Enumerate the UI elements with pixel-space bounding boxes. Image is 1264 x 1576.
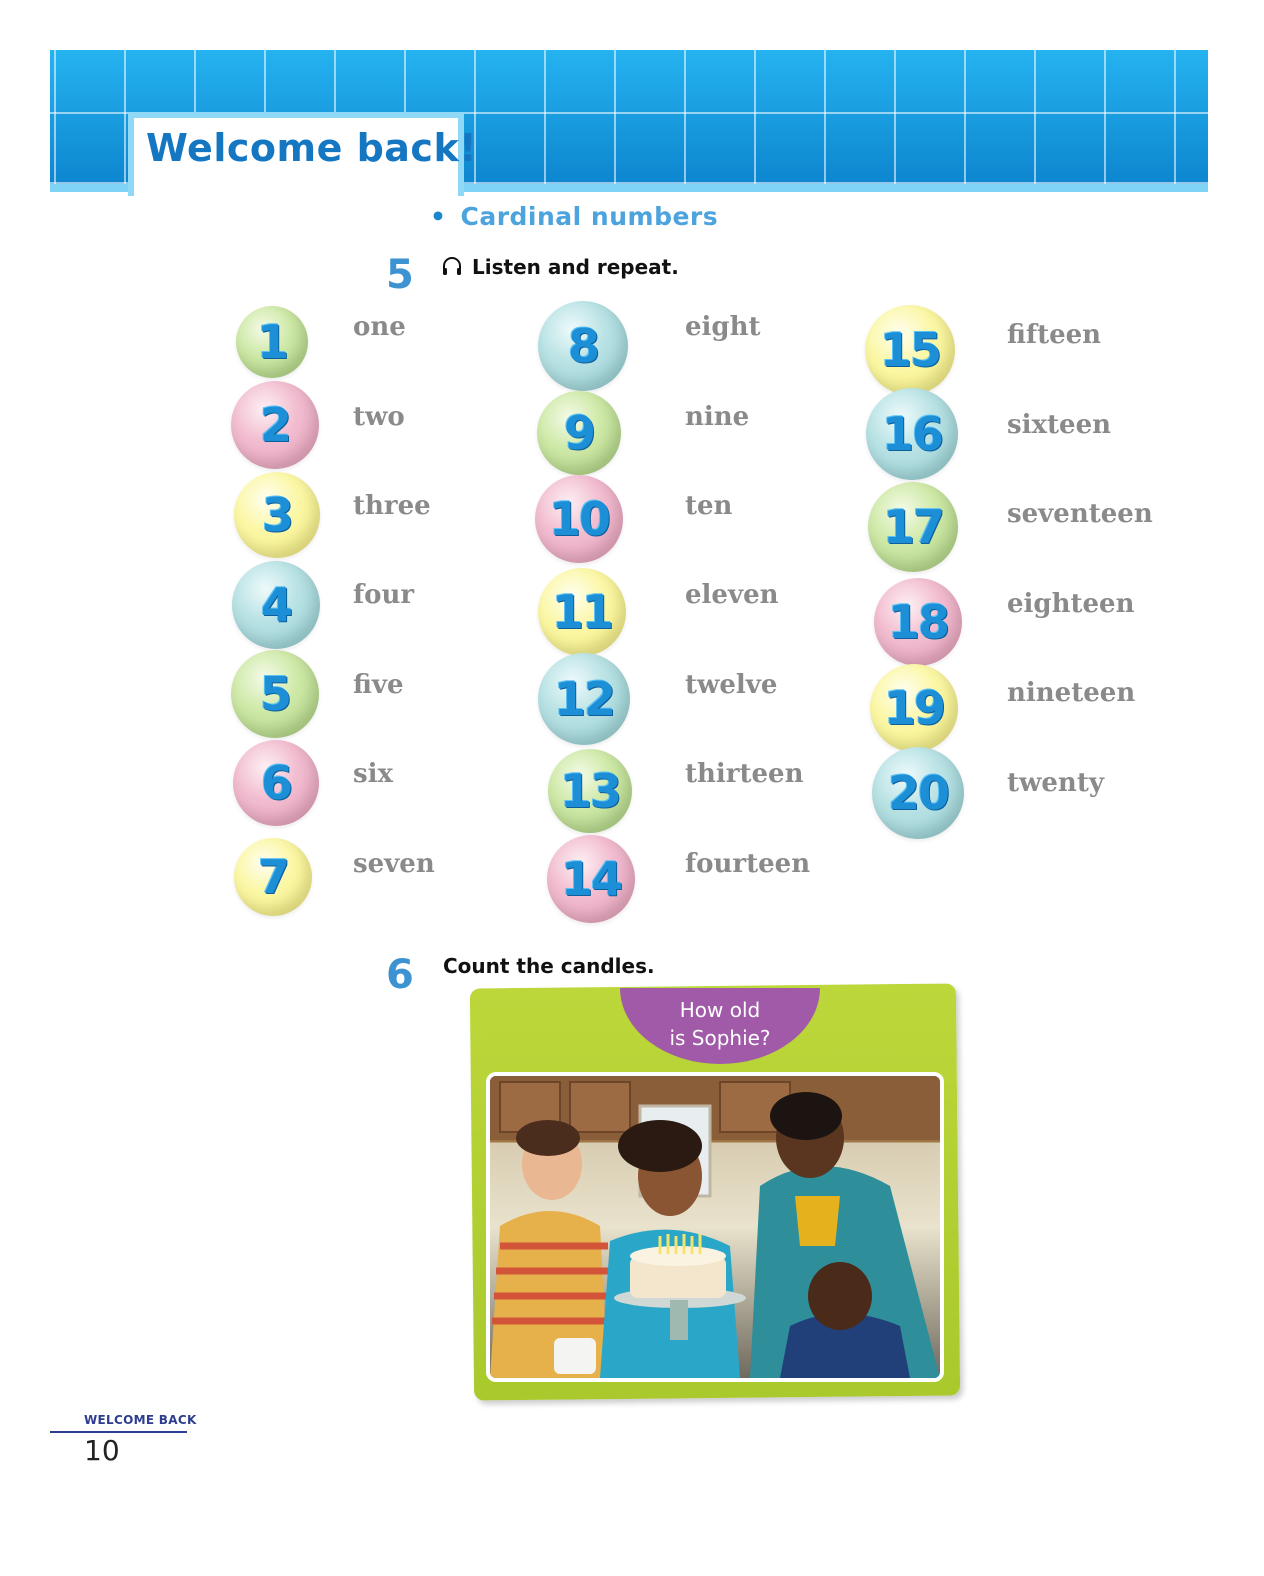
number-word-2: two	[353, 402, 405, 432]
question-line-2: is Sophie?	[669, 1026, 771, 1050]
number-ball-8: 8	[538, 301, 628, 391]
number-word-8: eight	[685, 312, 761, 342]
number-ball-12: 12	[538, 653, 630, 745]
birthday-scene-illustration	[490, 1076, 940, 1378]
number-word-5: five	[353, 670, 404, 700]
number-ball-16: 16	[866, 388, 958, 480]
birthday-photo	[486, 1072, 944, 1382]
section-heading-text: Cardinal numbers	[460, 202, 719, 231]
number-word-15: fifteen	[1007, 320, 1102, 350]
section-bullet: •	[430, 202, 447, 231]
number-ball-19: 19	[870, 664, 958, 752]
number-ball-11: 11	[538, 568, 626, 656]
number-word-20: twenty	[1007, 768, 1104, 798]
number-ball-20: 20	[872, 747, 964, 839]
number-word-12: twelve	[685, 670, 778, 700]
number-word-9: nine	[685, 402, 750, 432]
footer-section-label: WELCOME BACK	[84, 1413, 197, 1427]
number-word-17: seventeen	[1007, 499, 1153, 529]
number-word-10: ten	[685, 491, 733, 521]
instruction-text: Listen and repeat.	[472, 255, 679, 279]
number-ball-7: 7	[234, 838, 312, 916]
number-ball-3: 3	[234, 472, 320, 558]
number-word-16: sixteen	[1007, 410, 1112, 440]
number-ball-6: 6	[233, 740, 319, 826]
exercise-5-number: 5	[386, 252, 414, 298]
question-line-1: How old	[679, 998, 761, 1022]
number-ball-2: 2	[231, 381, 319, 469]
number-word-18: eighteen	[1007, 589, 1135, 619]
page-title: Welcome back!	[146, 126, 478, 170]
number-word-14: fourteen	[685, 849, 811, 879]
section-heading	[430, 202, 718, 231]
number-word-11: eleven	[685, 580, 779, 610]
number-ball-4: 4	[232, 561, 320, 649]
number-ball-9: 9	[537, 391, 621, 475]
number-ball-18: 18	[874, 578, 962, 666]
number-ball-10: 10	[535, 475, 623, 563]
number-ball-17: 17	[868, 482, 958, 572]
number-word-3: three	[353, 491, 431, 521]
number-word-1: one	[353, 312, 406, 342]
footer-divider	[50, 1431, 187, 1433]
number-word-19: nineteen	[1007, 678, 1136, 708]
number-word-6: six	[353, 759, 394, 789]
number-ball-1: 1	[236, 306, 308, 378]
page-number: 10	[84, 1434, 120, 1467]
number-ball-15: 15	[865, 305, 955, 395]
exercise-6-instruction: Count the candles.	[443, 954, 655, 978]
number-ball-5: 5	[231, 650, 319, 738]
number-word-7: seven	[353, 849, 435, 879]
number-word-13: thirteen	[685, 759, 804, 789]
number-ball-13: 13	[548, 749, 632, 833]
number-word-4: four	[353, 580, 415, 610]
exercise-5-instruction	[440, 254, 679, 283]
headphones-icon[interactable]	[440, 254, 464, 283]
exercise-6-number: 6	[386, 952, 414, 998]
number-ball-14: 14	[547, 835, 635, 923]
